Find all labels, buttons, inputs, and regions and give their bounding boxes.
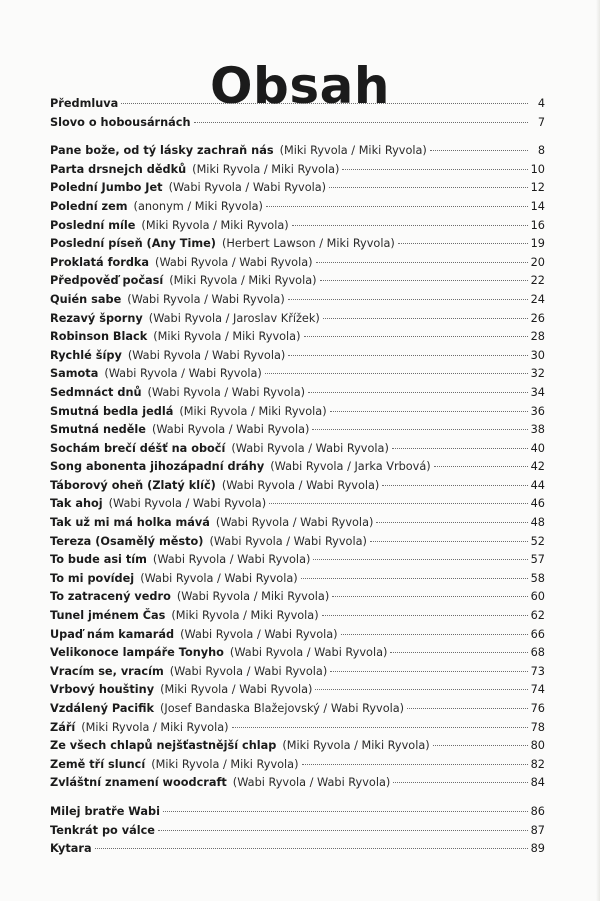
- toc-entry-title: Září: [50, 720, 76, 734]
- toc-entry-title: Vracím se, vracím: [50, 664, 164, 678]
- toc-entry-title: Tenkrát po válce: [50, 823, 155, 837]
- toc-entry-title: Smutná neděle: [50, 423, 146, 437]
- toc-entry-page-number: 62: [530, 609, 545, 623]
- dot-leader: [95, 848, 528, 849]
- dot-leader: [392, 448, 528, 449]
- toc-entry-authors: (Wabi Ryvola / Wabi Ryvola): [229, 646, 388, 660]
- dot-leader: [323, 318, 528, 319]
- dot-leader: [266, 206, 528, 207]
- dot-leader: [329, 187, 528, 188]
- toc-entry-title: Tunel jménem Čas: [50, 609, 166, 623]
- table-of-contents: [50, 95, 545, 859]
- dot-leader: [332, 596, 527, 597]
- toc-entry-authors: (Miki Ryvola / Miki Ryvola): [169, 274, 317, 288]
- toc-entry-authors: (Wabi Ryvola / Jaroslav Křížek): [148, 311, 320, 325]
- toc-entry-authors: (Miki Ryvola / Miki Ryvola): [279, 144, 427, 158]
- toc-entry-page-number: 80: [530, 739, 545, 753]
- dot-leader: [163, 811, 528, 812]
- toc-entry-page-number: 24: [530, 292, 545, 306]
- toc-entry-page-number: 4: [537, 97, 545, 110]
- dot-leader: [158, 830, 528, 831]
- dot-leader: [269, 503, 528, 504]
- toc-entry-authors: (Wabi Ryvola / Wabi Ryvola): [180, 627, 338, 641]
- toc-entry-title: Milej bratře Wabi: [50, 804, 160, 818]
- toc-entry[interactable]: [50, 291, 545, 310]
- dot-leader: [316, 262, 528, 263]
- toc-entry[interactable]: [50, 774, 545, 793]
- toc-entry-authors: (Miki Ryvola / Miki Ryvola): [282, 739, 430, 753]
- toc-entry-page-number: 14: [530, 199, 545, 213]
- dot-leader: [320, 280, 528, 281]
- toc-entry-page-number: 32: [530, 367, 545, 381]
- dot-leader: [330, 411, 528, 412]
- dot-leader: [376, 522, 527, 523]
- dot-leader: [232, 727, 528, 728]
- toc-entry-page-number: 28: [530, 330, 545, 344]
- toc-entry-page-number: 38: [530, 423, 545, 437]
- toc-entry-authors: (Wabi Ryvola / Wabi Ryvola): [215, 516, 374, 530]
- toc-entry-page-number: 20: [530, 255, 545, 269]
- toc-entry-authors: (Wabi Ryvola / Jarka Vrbová): [270, 460, 431, 474]
- toc-entry-title: Polední zem: [50, 199, 128, 213]
- toc-entry-title: Tak ahoj: [50, 497, 103, 511]
- toc-entry-authors: (Wabi Ryvola / Wabi Ryvola): [168, 181, 327, 195]
- toc-entry[interactable]: [50, 551, 545, 570]
- toc-entry-page-number: 73: [530, 664, 545, 678]
- toc-entry-title: Polední Jumbo Jet: [50, 181, 163, 195]
- toc-entry-authors: (Miki Ryvola / Miki Ryvola): [192, 162, 340, 176]
- toc-entry-authors: (Josef Bandaska Blažejovský / Wabi Ryvola): [159, 702, 405, 715]
- group-separator: [50, 793, 545, 803]
- toc-entry-authors: (Miki Ryvola / Miki Ryvola): [171, 609, 319, 623]
- toc-entry-title: Pane bože, od tý lásky zachraň nás: [50, 144, 274, 158]
- toc-entry-page-number: 16: [530, 218, 545, 232]
- toc-entry-authors: (Miki Ryvola / Miki Ryvola): [141, 218, 289, 232]
- toc-entry-authors: (Miki Ryvola / Wabi Ryvola): [160, 683, 313, 697]
- toc-entry[interactable]: [50, 588, 545, 607]
- toc-entry-title: Rezavý šporny: [50, 311, 143, 325]
- toc-entry-title: Parta drsnejch dědků: [50, 162, 187, 176]
- toc-entry-page-number: 26: [530, 311, 545, 325]
- toc-entry[interactable]: [50, 114, 545, 133]
- dot-leader: [430, 150, 528, 151]
- dot-leader: [434, 466, 528, 467]
- toc-entry-page-number: 86: [530, 804, 545, 818]
- toc-entry-title: Poslední píseň (Any Time): [50, 237, 216, 251]
- page-title: Obsah: [210, 56, 390, 115]
- dot-leader: [288, 299, 528, 300]
- dot-leader: [390, 652, 527, 653]
- toc-entry[interactable]: [50, 365, 545, 384]
- dot-leader: [301, 578, 528, 579]
- dot-leader: [302, 764, 528, 765]
- toc-entry[interactable]: [50, 217, 545, 236]
- toc-entry-title: Velikonoce lampáře Tonyho: [50, 646, 224, 660]
- toc-entry[interactable]: [50, 328, 545, 347]
- toc-entry-authors: (Miki Ryvola / Miki Ryvola): [81, 720, 229, 734]
- toc-entry[interactable]: [50, 310, 545, 329]
- toc-entry-title: Předpověď počasí: [50, 274, 164, 288]
- toc-entry[interactable]: [50, 737, 545, 756]
- toc-entry-authors: (Miki Ryvola / Miki Ryvola): [153, 330, 301, 344]
- toc-entry-page-number: 89: [530, 842, 545, 856]
- toc-entry[interactable]: [50, 533, 545, 552]
- toc-entry-authors: (Wabi Ryvola / Wabi Ryvola): [209, 534, 367, 548]
- toc-entry-page-number: 60: [530, 590, 545, 604]
- toc-entry-page-number: 42: [530, 460, 545, 474]
- toc-entry[interactable]: [50, 440, 545, 459]
- dot-leader: [393, 782, 527, 783]
- dot-leader: [341, 634, 528, 635]
- toc-entry-title: Zvláštní znamení woodcraft: [50, 776, 227, 790]
- toc-entry-authors: (Wabi Ryvola / Wabi Ryvola): [155, 255, 313, 269]
- dot-leader: [342, 169, 527, 170]
- toc-entry-page-number: 7: [537, 115, 545, 129]
- toc-entry-page-number: 22: [530, 274, 545, 288]
- toc-entry-authors: (Wabi Ryvola / Wabi Ryvola): [104, 367, 262, 381]
- toc-entry-page-number: 8: [537, 144, 545, 158]
- toc-entry-title: Song abonenta jihozápadní dráhy: [50, 460, 265, 474]
- toc-entry-authors: (Wabi Ryvola / Wabi Ryvola): [151, 423, 310, 437]
- toc-entry-authors: (anonym / Miki Ryvola): [133, 199, 263, 213]
- toc-entry[interactable]: [50, 198, 545, 217]
- dot-leader: [292, 225, 528, 226]
- toc-entry[interactable]: [50, 822, 545, 841]
- toc-entry-title: Ze všech chlapů nejšťastnější chlap: [50, 739, 277, 753]
- toc-entry-title: Poslední míle: [50, 218, 136, 232]
- toc-entry[interactable]: [50, 803, 545, 822]
- dot-leader: [370, 541, 528, 542]
- toc-entry-authors: (Wabi Ryvola / Wabi Ryvola): [231, 441, 389, 455]
- toc-entry-authors: (Wabi Ryvola / Wabi Ryvola): [140, 571, 298, 585]
- toc-entry-title: Robinson Black: [50, 330, 148, 344]
- toc-entry[interactable]: [50, 514, 545, 533]
- toc-entry-page-number: 66: [530, 627, 545, 641]
- toc-entry-title: Předmluva: [50, 97, 119, 110]
- toc-entry[interactable]: [50, 95, 545, 114]
- toc-entry-authors: (Herbert Lawson / Miki Ryvola): [221, 237, 395, 251]
- toc-entry[interactable]: [50, 347, 545, 366]
- toc-entry-page-number: 30: [530, 348, 545, 362]
- toc-entry[interactable]: [50, 477, 545, 496]
- toc-entry[interactable]: [50, 719, 545, 738]
- dot-leader: [330, 671, 527, 672]
- toc-entry-page-number: 10: [530, 162, 545, 176]
- toc-entry-authors: (Wabi Ryvola / Wabi Ryvola): [221, 478, 380, 492]
- toc-entry[interactable]: [50, 495, 545, 514]
- toc-entry[interactable]: [50, 384, 545, 403]
- toc-entry-title: Kytara: [50, 842, 92, 856]
- toc-entry-authors: (Wabi Ryvola / Wabi Ryvola): [147, 385, 306, 399]
- toc-entry[interactable]: [50, 421, 545, 440]
- toc-entry[interactable]: [50, 142, 545, 161]
- toc-entry[interactable]: [50, 626, 545, 645]
- toc-entry[interactable]: [50, 458, 545, 477]
- toc-entry-authors: (Wabi Ryvola / Wabi Ryvola): [127, 292, 285, 306]
- toc-entry[interactable]: [50, 607, 545, 626]
- toc-entry-page-number: 36: [530, 404, 545, 418]
- toc-entry-title: Vrbový houštiny: [50, 683, 155, 697]
- toc-entry-page-number: 57: [530, 553, 545, 567]
- toc-entry-title: To bude asi tím: [50, 553, 147, 567]
- toc-entry-title: Sochám brečí déšť na obočí: [50, 441, 226, 455]
- toc-entry-page-number: 40: [530, 441, 545, 455]
- toc-entry-page-number: 58: [530, 571, 545, 585]
- toc-entry-title: Smutná bedla jedlá: [50, 404, 174, 418]
- toc-entry-page-number: 46: [530, 497, 545, 511]
- toc-entry-title: Rychlé šípy: [50, 348, 122, 362]
- toc-entry[interactable]: [50, 272, 545, 291]
- toc-entry[interactable]: [50, 681, 545, 700]
- toc-entry[interactable]: [50, 235, 545, 254]
- toc-entry-title: Slovo o hobousárnách: [50, 115, 191, 129]
- toc-entry-title: Proklatá fordka: [50, 255, 150, 269]
- toc-entry[interactable]: [50, 663, 545, 682]
- toc-entry-title: Sedmnáct dnů: [50, 385, 142, 399]
- dot-leader: [398, 243, 528, 244]
- toc-entry[interactable]: [50, 644, 545, 663]
- toc-entry-authors: (Wabi Ryvola / Wabi Ryvola): [169, 664, 328, 678]
- toc-entry-page-number: 74: [530, 683, 545, 697]
- dot-leader: [407, 708, 528, 709]
- dot-leader: [313, 559, 527, 560]
- toc-entry-authors: (Wabi Ryvola / Wabi Ryvola): [127, 348, 286, 362]
- toc-entry-page-number: 34: [530, 385, 545, 399]
- dot-leader: [308, 392, 528, 393]
- dot-leader: [121, 103, 528, 104]
- toc-entry-title: To zatracený vedro: [50, 590, 171, 604]
- dot-leader: [194, 122, 528, 123]
- toc-entry-page-number: 82: [530, 757, 545, 771]
- group-separator: [50, 132, 545, 142]
- dot-leader: [312, 429, 527, 430]
- toc-entry[interactable]: [50, 700, 545, 719]
- dot-leader: [382, 485, 527, 486]
- toc-entry[interactable]: [50, 756, 545, 775]
- dot-leader: [315, 689, 527, 690]
- toc-entry-authors: (Wabi Ryvola / Wabi Ryvola): [108, 497, 267, 511]
- toc-entry-title: Samota: [50, 367, 99, 381]
- toc-entry[interactable]: [50, 254, 545, 273]
- toc-entry-page-number: 76: [530, 702, 545, 715]
- toc-entry-title: Tereza (Osamělý město): [50, 534, 204, 548]
- toc-entry-title: Tak už mi má holka mává: [50, 516, 210, 530]
- dot-leader: [288, 355, 527, 356]
- dot-leader: [433, 745, 528, 746]
- toc-entry-title: Země tří sluncí: [50, 757, 146, 771]
- toc-entry-page-number: 48: [530, 516, 545, 530]
- toc-entry-page-number: 19: [530, 237, 545, 251]
- toc-entry-authors: (Miki Ryvola / Miki Ryvola): [179, 404, 327, 418]
- toc-entry-page-number: 78: [530, 720, 545, 734]
- toc-entry-authors: (Miki Ryvola / Miki Ryvola): [151, 757, 299, 771]
- toc-entry-page-number: 68: [530, 646, 545, 660]
- dot-leader: [322, 615, 528, 616]
- toc-entry-title: To mi povídej: [50, 571, 135, 585]
- toc-entry-authors: (Wabi Ryvola / Wabi Ryvola): [152, 553, 311, 567]
- dot-leader: [265, 373, 528, 374]
- toc-entry-page-number: 87: [530, 823, 545, 837]
- toc-entry-title: Upaď nám kamarád: [50, 627, 175, 641]
- toc-entry-authors: (Wabi Ryvola / Wabi Ryvola): [232, 776, 391, 790]
- toc-entry[interactable]: [50, 179, 545, 198]
- dot-leader: [304, 336, 528, 337]
- toc-entry[interactable]: [50, 403, 545, 422]
- toc-entry[interactable]: [50, 161, 545, 180]
- toc-entry-title: Vzdálený Pacifik: [50, 702, 154, 715]
- page-edge: [596, 0, 600, 901]
- toc-entry[interactable]: [50, 570, 545, 589]
- toc-entry-page-number: 44: [530, 478, 545, 492]
- toc-entry-title: Táborový oheň (Zlatý klíč): [50, 478, 216, 492]
- toc-entry[interactable]: [50, 840, 545, 859]
- toc-entry-page-number: 52: [530, 534, 545, 548]
- toc-entry-title: Quién sabe: [50, 292, 122, 306]
- toc-entry-page-number: 12: [530, 181, 545, 195]
- toc-entry-authors: (Wabi Ryvola / Miki Ryvola): [176, 590, 330, 604]
- toc-entry-page-number: 84: [530, 776, 545, 790]
